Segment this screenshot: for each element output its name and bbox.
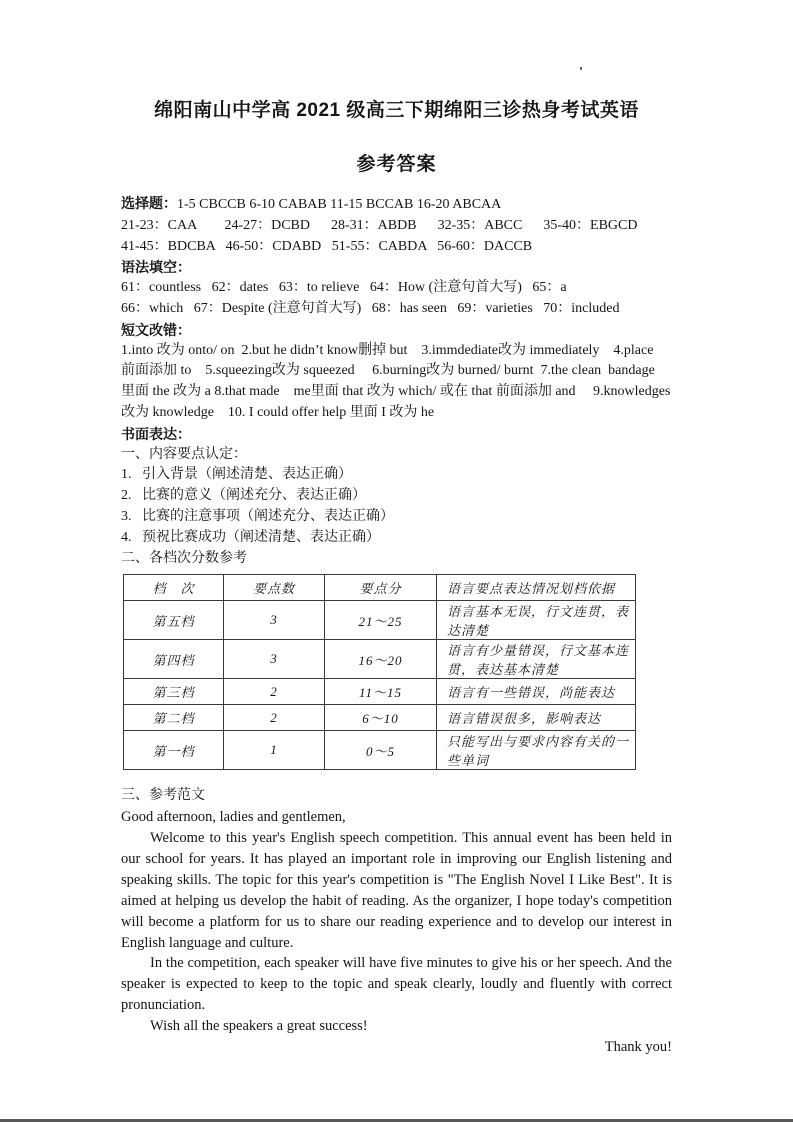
written-expression-label: 书面表达：: [121, 425, 191, 442]
score-table-header-band: 档 次: [124, 575, 224, 601]
band2-points: 2: [224, 705, 325, 731]
score-table-row-band3: [124, 679, 636, 705]
score-table-header-criteria: 语言要点表达情况划档依据: [437, 575, 636, 601]
error-correction-line-4: 改为 knowledge 10. I could offer help 里面 I 改为 he: [121, 404, 435, 420]
essay-signoff: Thank you!: [604, 1039, 672, 1056]
multiple-choice-label: 选择题：: [121, 195, 177, 211]
score-table-row-band4: [124, 640, 636, 679]
score-table-header-point-score: 要点分: [325, 575, 437, 601]
band1-score: 0～5: [325, 731, 437, 770]
score-table-row-band2: [124, 705, 636, 731]
band2-criteria: 语言错误很多，影响表达: [437, 705, 636, 731]
error-correction-line-3: 里面 the 改为 a 8.that made me里面 that 改为 which/ 或在 that 前面添加 and 9.knowledges: [121, 384, 671, 400]
multiple-choice-line-3: 41-45：BDCBA 46-50：CDABD 51-55：CABDA 56-60：DACCB: [121, 238, 533, 254]
essay-closing: Wish all the speakers a great success!: [150, 1018, 368, 1035]
score-table-row-band5: [124, 601, 636, 640]
content-point-1: 1. 引入背景（阐述清楚、表达正确）: [121, 467, 352, 483]
band1-points: 1: [224, 731, 325, 770]
multiple-choice-line-1: [121, 193, 672, 216]
band3-score: 11～15: [325, 679, 437, 705]
band2-score: 6～10: [325, 705, 437, 731]
band4-points: 3: [224, 640, 325, 679]
score-table: [123, 574, 636, 770]
essay-paragraph-2: In the competition, each speaker will have five minutes to give his or her speech. And the speaker is expected to keep to the topic and speak clearly, loudly and fluently with correct pronunciation.: [121, 955, 672, 1014]
band5-name: 第五档: [124, 601, 224, 640]
error-correction-label: 短文改错：: [121, 321, 191, 338]
score-bands-heading: 二、各档次分数参考: [121, 550, 247, 566]
essay-greeting: Good afternoon, ladies and gentlemen,: [121, 809, 346, 826]
content-point-3: 3. 比赛的注意事项（阐述充分、表达正确）: [121, 508, 394, 524]
essay-paragraph-1: Welcome to this year's English speech competition. This annual event has been held in our school for years. It has played an important role in improving our English listening and speaking skills. The topic for this year's competition is "The English Novel I Like Best". It is aimed at helping us develop the habit of reading. As the organizer, I hope today's competition will become a platform for us to share our reading experience and to develop our interest in English language and culture.: [121, 830, 672, 951]
page-title: 绵阳南山中学高 2021 级高三下期绵阳三诊热身考试英语: [154, 100, 639, 121]
multiple-choice-line-2: 21-23：CAA 24-27：DCBD 28-31：ABDB 32-35：ABCC 35-40：EBGCD: [121, 217, 638, 233]
content-point-4: 4. 预祝比赛成功（阐述清楚、表达正确）: [121, 529, 380, 545]
page-subtitle: 参考答案: [356, 154, 437, 175]
score-table-header-row: [124, 575, 636, 601]
band3-points: 2: [224, 679, 325, 705]
band3-criteria: 语言有一些错误，尚能表达: [437, 679, 636, 705]
band5-score: 21～25: [325, 601, 437, 640]
content-point-2: 2. 比赛的意义（阐述充分、表达正确）: [121, 488, 366, 504]
content-points-heading: 一、内容要点认定：: [121, 446, 247, 462]
multiple-choice-answers-1: 1-5 CBCCB 6-10 CABAB 11-15 BCCAB 16-20 ABCAA: [177, 197, 502, 212]
band4-criteria: 语言有少量错误，行文基本连贯，表达基本清楚: [437, 640, 636, 679]
grammar-fill-label: 语法填空：: [121, 259, 191, 276]
sample-essay-heading: 三、参考范文: [121, 788, 205, 804]
band4-name: 第四档: [124, 640, 224, 679]
error-correction-line-2: 前面添加 to 5.squeezing改为 squeezed 6.burning改为 burned/ burnt 7.the clean bandage: [121, 363, 655, 379]
band3-name: 第三档: [124, 679, 224, 705]
band2-name: 第二档: [124, 705, 224, 731]
error-correction-line-1: 1.into 改为 onto/ on 2.but he didn’t know删掉 but 3.immdediate改为 immediately 4.place: [121, 342, 654, 358]
band5-criteria: 语言基本无误，行文连贯，表达清楚: [437, 601, 636, 640]
document-content: [121, 96, 672, 1058]
band1-name: 第一档: [124, 731, 224, 770]
grammar-fill-line-2: 66：which 67：Despite (注意句首大写) 68：has seen 69：varieties 70：included: [121, 300, 620, 316]
score-table-header-point-count: 要点数: [224, 575, 325, 601]
grammar-fill-line-1: 61：countless 62：dates 63：to relieve 64：How (注意句首大写) 65：a: [121, 280, 567, 296]
band4-score: 16～20: [325, 640, 437, 679]
score-table-row-band1: [124, 731, 636, 770]
scan-dot-artifact: [580, 67, 582, 70]
band5-points: 3: [224, 601, 325, 640]
band1-criteria: 只能写出与要求内容有关的一些单词: [437, 731, 636, 770]
